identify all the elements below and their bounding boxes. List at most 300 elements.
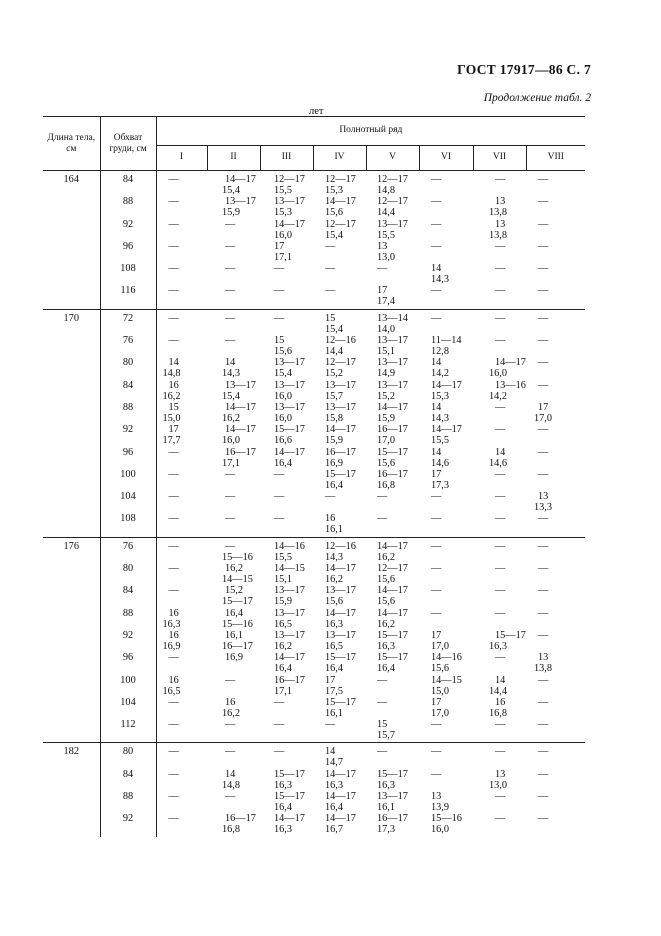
age-range-value: 13—17 (225, 379, 256, 391)
mean-age-value: 15,1 (377, 346, 396, 358)
age-range-value: — (225, 218, 236, 230)
age-range-value: — (168, 263, 179, 275)
age-range-value: — (377, 491, 388, 503)
age-range-value: 14—17 (377, 607, 408, 619)
age-range-value: 15—17 (325, 652, 356, 664)
age-range-value: 14—17 (431, 379, 462, 391)
mean-age-value: 14,2 (431, 368, 450, 380)
mean-age-value: 15,6 (377, 596, 396, 608)
age-range-value: 13 (495, 196, 506, 208)
chest-cell: 80 (100, 743, 156, 770)
age-range-value: — (495, 285, 506, 297)
mean-age-value: 15—16 (222, 618, 253, 630)
age-range-value: 17 (431, 468, 442, 480)
chest-cell: 76 (100, 336, 156, 358)
age-range-value: — (538, 240, 549, 252)
age-range-value: — (274, 696, 285, 708)
age-range-value: — (538, 746, 549, 758)
age-range-value: 16 (168, 629, 179, 641)
column-header-fullness-2: II (207, 146, 260, 171)
mean-age-value: 14—15 (222, 574, 253, 586)
column-header-fullness-8: VIII (526, 146, 585, 171)
age-range-value: — (495, 401, 506, 413)
mean-age-value: 17,1 (274, 251, 293, 263)
table-row (43, 336, 585, 358)
age-range-value: 15—17 (274, 768, 305, 780)
mean-age-value: 16,3 (162, 618, 181, 630)
age-range-value: — (538, 174, 549, 185)
mean-age-value: 15,9 (377, 412, 396, 424)
age-range-value: 14—17 (225, 424, 256, 436)
mean-age-value: 13,9 (431, 802, 450, 814)
age-range-value: — (168, 540, 179, 552)
age-range-value: 12—17 (325, 174, 356, 185)
column-header-fullness-7: VII (473, 146, 526, 171)
mean-age-value: 16,2 (325, 574, 344, 586)
age-range-value: — (168, 218, 179, 230)
age-range-value: 13—17 (274, 357, 305, 369)
age-range-value: — (538, 696, 549, 708)
age-range-value: — (274, 285, 285, 297)
mean-age-value: 15,2 (377, 390, 396, 402)
age-range-value: — (168, 563, 179, 575)
table-row (43, 197, 585, 219)
age-range-value: — (538, 263, 549, 275)
age-range-value: — (431, 491, 442, 503)
age-range-value: — (495, 791, 506, 803)
chest-cell: 96 (100, 448, 156, 470)
age-range-value: 12—17 (325, 218, 356, 230)
age-range-value: 14—17 (274, 446, 305, 458)
column-header-fullness-5: V (366, 146, 419, 171)
chest-cell: 80 (100, 358, 156, 380)
mean-age-value: 17,0 (377, 435, 396, 447)
mean-age-value: 15—16 (222, 551, 253, 563)
age-range-value: — (225, 240, 236, 252)
age-range-value: — (495, 468, 506, 480)
chest-cell: 84 (100, 770, 156, 792)
age-range-value: — (274, 263, 285, 275)
mean-age-value: 15,5 (274, 185, 293, 196)
age-range-value: — (225, 312, 236, 324)
column-header-chest: Обхват груди, см (100, 117, 156, 171)
mean-age-value: 15,5 (377, 229, 396, 241)
age-range-value: 13—17 (377, 218, 408, 230)
chest-cell: 84 (100, 171, 156, 198)
mean-age-value: 16,2 (377, 551, 396, 563)
age-range-value: 14—16 (431, 652, 462, 664)
mean-age-value: 14,3 (431, 274, 450, 286)
age-range-value: 13—17 (377, 335, 408, 347)
age-range-value: 14—15 (431, 674, 462, 686)
age-range-value: — (495, 240, 506, 252)
mean-age-value: 15,4 (325, 323, 344, 335)
age-range-value: — (495, 312, 506, 324)
chest-cell: 96 (100, 242, 156, 264)
age-range-value: — (274, 468, 285, 480)
mean-age-value: 16,3 (325, 779, 344, 791)
age-range-value: — (431, 768, 442, 780)
age-range-value: 14—17 (431, 424, 462, 436)
mean-age-value: 13,3 (534, 502, 553, 514)
age-range-value: — (168, 468, 179, 480)
mean-age-value: 15,6 (377, 457, 396, 469)
table-row (43, 564, 585, 586)
mean-age-value: 16,0 (274, 412, 293, 424)
age-range-value: — (431, 719, 442, 731)
age-range-value: — (168, 312, 179, 324)
age-range-value: — (431, 540, 442, 552)
mean-age-value: 13,0 (489, 779, 508, 791)
chest-cell: 96 (100, 653, 156, 675)
mean-age-value: 16,4 (274, 663, 293, 675)
mean-age-value: 16,0 (222, 435, 241, 447)
age-range-value: — (495, 813, 506, 825)
table-row (43, 720, 585, 743)
mean-age-value: 15,5 (274, 551, 293, 563)
age-range-value: 17 (431, 629, 442, 641)
mean-age-value: 13,8 (489, 207, 508, 219)
mean-age-value: 14,8 (377, 185, 396, 196)
age-range-value: 13—17 (325, 629, 356, 641)
mean-age-value: 14,2 (489, 390, 508, 402)
age-range-value: 14—17 (377, 540, 408, 552)
age-range-value: — (538, 768, 549, 780)
age-range-value: 15 (325, 312, 336, 324)
age-range-value: 12—17 (377, 196, 408, 208)
mean-age-value: 15,4 (222, 185, 241, 196)
chest-cell: 88 (100, 792, 156, 814)
age-range-value: — (538, 791, 549, 803)
age-range-value: 15—17 (325, 696, 356, 708)
age-range-value: — (225, 540, 236, 552)
table-row (43, 586, 585, 608)
age-range-value: 14—17 (325, 196, 356, 208)
mean-age-value: 15,0 (431, 685, 450, 697)
mean-age-value: 14,0 (377, 323, 396, 335)
age-range-value: 16—17 (377, 813, 408, 825)
mean-age-value: 16,7 (325, 824, 344, 836)
age-range-value: — (495, 540, 506, 552)
mean-age-value: 14,4 (377, 207, 396, 219)
mean-age-value: 15,6 (274, 346, 293, 358)
age-range-value: — (274, 719, 285, 731)
age-range-value: 14 (431, 446, 442, 458)
age-range-value: 16—17 (377, 468, 408, 480)
mean-age-value: 16,2 (162, 390, 181, 402)
mean-age-value: 16,1 (325, 707, 344, 719)
age-range-value: 15—17 (274, 791, 305, 803)
mean-age-value: 16,4 (274, 802, 293, 814)
mean-age-value: 15,6 (325, 207, 344, 219)
chest-cell: 84 (100, 586, 156, 608)
age-range-value: — (377, 513, 388, 525)
age-range-value: 13—17 (377, 379, 408, 391)
mean-age-value: 14,9 (377, 368, 396, 380)
age-range-value: 14 (495, 446, 506, 458)
age-range-value: 13 (377, 240, 388, 252)
table-row (43, 492, 585, 514)
chest-cell: 100 (100, 676, 156, 698)
age-range-value: 16—17 (225, 446, 256, 458)
age-range-value: 14—17 (377, 401, 408, 413)
mean-age-value: 16,0 (274, 229, 293, 241)
table-row (43, 653, 585, 675)
mean-age-value: 16,5 (274, 618, 293, 630)
age-range-value: — (225, 285, 236, 297)
table-row (43, 358, 585, 380)
mean-age-value: 15,7 (377, 730, 396, 742)
column-header-fullness-3: III (260, 146, 313, 171)
body-length-cell: 176 (43, 537, 100, 743)
age-range-value: — (538, 424, 549, 436)
age-range-value: — (538, 446, 549, 458)
body-length-cell: 170 (43, 309, 100, 537)
age-range-value: — (325, 491, 336, 503)
mean-age-value: 17,3 (377, 824, 396, 836)
chest-cell: 112 (100, 720, 156, 743)
age-range-value: 17 (377, 285, 388, 297)
table-row (43, 264, 585, 286)
mean-age-value: 16,8 (489, 707, 508, 719)
mean-age-value: 15,3 (274, 207, 293, 219)
table-row (43, 792, 585, 814)
table-row (43, 220, 585, 242)
chest-cell: 104 (100, 698, 156, 720)
mean-age-value: 15,8 (325, 412, 344, 424)
age-range-value: — (431, 196, 442, 208)
chest-cell: 88 (100, 609, 156, 631)
age-range-value: — (495, 174, 506, 185)
age-range-value: — (431, 312, 442, 324)
age-range-value: 15—17 (274, 424, 305, 436)
chest-cell: 116 (100, 286, 156, 309)
age-range-value: — (431, 285, 442, 297)
age-range-value: 14—17 (225, 174, 256, 185)
mean-age-value: 17,1 (274, 685, 293, 697)
age-range-value: — (225, 674, 236, 686)
mean-age-value: 15,9 (274, 596, 293, 608)
mean-age-value: 12,8 (431, 346, 450, 358)
age-range-value: — (325, 263, 336, 275)
age-range-value: 14 (431, 357, 442, 369)
age-range-value: — (168, 491, 179, 503)
table-row (43, 609, 585, 631)
age-range-value: — (431, 746, 442, 758)
mean-age-value: 16,4 (377, 663, 396, 675)
age-range-value: — (274, 312, 285, 324)
age-range-value: — (168, 813, 179, 825)
mean-age-value: 13,8 (489, 229, 508, 241)
age-range-value: 13—17 (225, 196, 256, 208)
age-range-value: 14 (431, 263, 442, 275)
mean-age-value: 15—17 (222, 596, 253, 608)
mean-age-value: 16,2 (274, 640, 293, 652)
age-range-value: 16 (168, 674, 179, 686)
mean-age-value: 17,0 (534, 412, 553, 424)
mean-age-value: 16,3 (489, 640, 508, 652)
age-range-value: 14 (168, 357, 179, 369)
mean-age-value: 13,0 (377, 251, 396, 263)
age-range-value: — (431, 218, 442, 230)
age-range-value: 17 (325, 674, 336, 686)
age-range-value: 11—14 (431, 335, 462, 347)
age-range-value: 17 (431, 696, 442, 708)
chest-cell: 104 (100, 492, 156, 514)
age-range-value: — (538, 813, 549, 825)
table-row (43, 448, 585, 470)
age-range-value: — (325, 240, 336, 252)
age-range-value: 15,2 (225, 585, 244, 597)
age-range-value: 14—17 (325, 563, 356, 575)
age-range-value: 14—17 (225, 401, 256, 413)
age-range-value: 17 (538, 401, 549, 413)
age-range-value: 12—16 (325, 540, 356, 552)
age-range-value: — (538, 357, 549, 369)
column-header-fullness-1: I (156, 146, 207, 171)
age-range-value: — (538, 540, 549, 552)
age-range-value: 13—17 (377, 357, 408, 369)
age-range-value: — (225, 719, 236, 731)
mean-age-value: 15,3 (325, 185, 344, 196)
age-range-value: — (538, 513, 549, 525)
mean-age-value: 16,2 (222, 707, 241, 719)
age-range-value: 13—16 (495, 379, 526, 391)
mean-age-value: 16,0 (431, 824, 450, 836)
age-range-value: — (168, 696, 179, 708)
age-range-value: — (168, 285, 179, 297)
age-range-value: — (431, 240, 442, 252)
mean-age-value: 16,0 (274, 390, 293, 402)
mean-age-value: 16,4 (325, 479, 344, 491)
age-range-value: — (377, 263, 388, 275)
age-range-value: 15 (274, 335, 285, 347)
age-range-value: 13 (495, 768, 506, 780)
chest-cell: 108 (100, 264, 156, 286)
age-range-value: 15—17 (377, 629, 408, 641)
column-header-fullness-6: VI (419, 146, 473, 171)
mean-age-value: 15,4 (222, 390, 241, 402)
body-length-cell: 164 (43, 171, 100, 310)
mean-age-value: 16,3 (325, 618, 344, 630)
age-range-value: 16—17 (377, 424, 408, 436)
column-header-fullness-group: Полнотный ряд (156, 117, 585, 146)
age-range-value: — (225, 263, 236, 275)
mean-age-value: 14,3 (222, 368, 241, 380)
page-header: ГОСТ 17917—86 С. 7 (457, 62, 591, 77)
table-row (43, 286, 585, 309)
unit-label: лет (309, 106, 324, 117)
mean-age-value: 15,3 (431, 390, 450, 402)
age-range-value: — (495, 513, 506, 525)
age-range-value: — (538, 335, 549, 347)
mean-age-value: 16—17 (222, 640, 253, 652)
age-range-value: — (538, 674, 549, 686)
table-row (43, 309, 585, 336)
table-row (43, 537, 585, 564)
age-range-value: 14—16 (274, 540, 305, 552)
table-row (43, 743, 585, 770)
age-range-value: — (168, 335, 179, 347)
age-range-value: 14 (225, 768, 236, 780)
age-range-value: 16 (168, 607, 179, 619)
mean-age-value: 14,3 (431, 412, 450, 424)
mean-age-value: 16,4 (274, 457, 293, 469)
age-range-value: 15 (377, 719, 388, 731)
age-range-value: 17 (274, 240, 285, 252)
mean-age-value: 14,8 (222, 779, 241, 791)
age-range-value: — (431, 174, 442, 185)
age-range-value: 14 (495, 674, 506, 686)
column-header-fullness-4: IV (313, 146, 366, 171)
age-range-value: — (377, 746, 388, 758)
age-range-value: 14—17 (325, 768, 356, 780)
mean-age-value: 16,3 (377, 779, 396, 791)
age-range-value: 14—17 (274, 218, 305, 230)
age-range-value: 16,2 (225, 563, 244, 575)
age-range-value: — (168, 652, 179, 664)
mean-age-value: 17,3 (431, 479, 450, 491)
mean-age-value: 16,5 (325, 640, 344, 652)
age-range-value: 13 (538, 652, 549, 664)
mean-age-value: 17,1 (222, 457, 241, 469)
age-range-value: — (168, 196, 179, 208)
age-range-value: 16 (168, 379, 179, 391)
mean-age-value: 14,7 (325, 757, 344, 769)
mean-age-value: 17,0 (431, 640, 450, 652)
age-range-value: — (495, 607, 506, 619)
mean-age-value: 14,4 (325, 346, 344, 358)
age-range-value: — (274, 491, 285, 503)
age-range-value: — (225, 335, 236, 347)
age-range-value: — (274, 746, 285, 758)
age-range-value: — (538, 285, 549, 297)
age-range-value: 15—17 (325, 468, 356, 480)
age-range-value: 14—17 (325, 813, 356, 825)
chest-cell: 92 (100, 631, 156, 653)
mean-age-value: 16,6 (274, 435, 293, 447)
age-range-value: — (495, 491, 506, 503)
age-range-value: 13—17 (274, 401, 305, 413)
age-range-value: 12—17 (274, 174, 305, 185)
table-row (43, 770, 585, 792)
mean-age-value: 16,0 (489, 368, 508, 380)
mean-age-value: 15,9 (325, 435, 344, 447)
age-range-value: — (538, 719, 549, 731)
body-length-cell: 182 (43, 743, 100, 837)
chest-cell: 88 (100, 197, 156, 219)
mean-age-value: 15,6 (325, 596, 344, 608)
mean-age-value: 16,4 (325, 802, 344, 814)
age-range-value: 15 (168, 401, 179, 413)
chest-cell: 100 (100, 470, 156, 492)
age-range-value: — (495, 263, 506, 275)
mean-age-value: 17,5 (325, 685, 344, 697)
age-range-value: — (538, 629, 549, 641)
table-row (43, 403, 585, 425)
mean-age-value: 16,8 (222, 824, 241, 836)
age-range-value: 16,4 (225, 607, 244, 619)
age-range-value: 16 (495, 696, 506, 708)
chest-cell: 72 (100, 309, 156, 336)
age-range-value: — (168, 446, 179, 458)
mean-age-value: 13,8 (534, 663, 553, 675)
mean-age-value: 15,9 (222, 207, 241, 219)
age-range-value: — (225, 491, 236, 503)
mean-age-value: 15,4 (274, 368, 293, 380)
mean-age-value: 17,4 (377, 296, 396, 308)
age-range-value: 16 (225, 696, 236, 708)
